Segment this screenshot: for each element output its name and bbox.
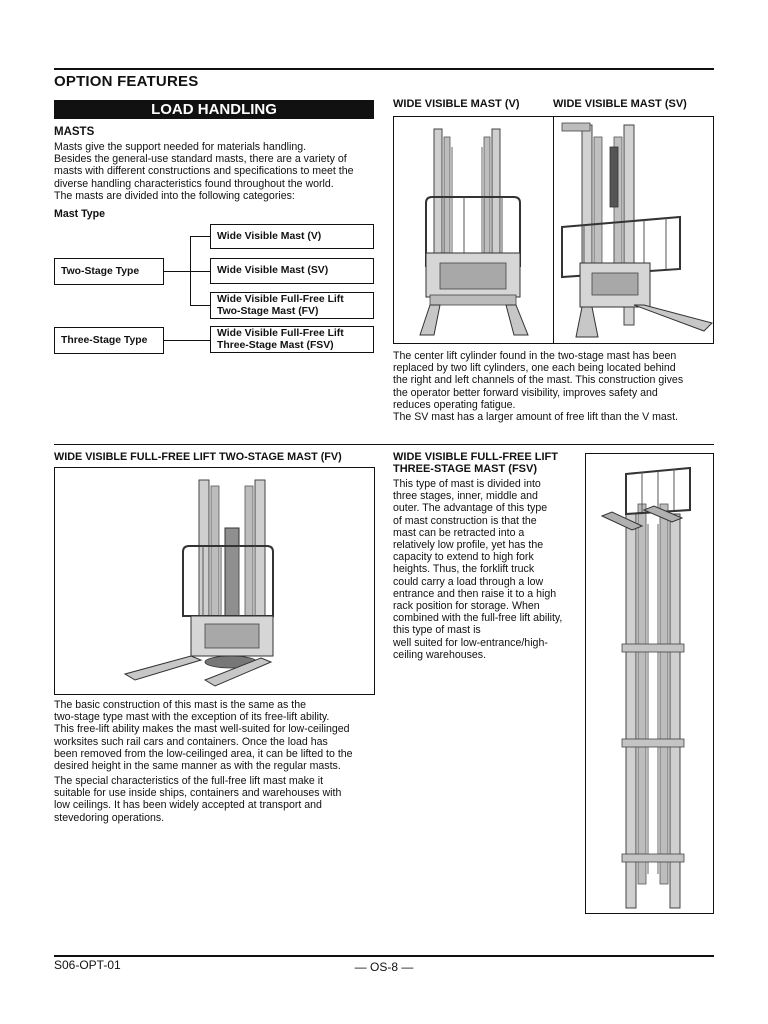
connector-v xyxy=(190,236,210,237)
top-rule xyxy=(54,68,714,70)
three-stage-type-box: Three-Stage Type xyxy=(54,327,164,354)
connector-two-stage-h xyxy=(164,271,190,272)
fv-photo-frame xyxy=(54,467,375,695)
label-wide-visible-mast-sv: WIDE VISIBLE MAST (SV) xyxy=(553,98,687,110)
fv-paragraph-2: The special characteristics of the full-free lift mast make it suitable for use inside ships, containers and warehouses with low ceilings. It has been widely accepted at transport and stevedoring operations. xyxy=(54,775,342,824)
middle-rule xyxy=(54,444,714,445)
mast-sv-box: Wide Visible Mast (SV) xyxy=(210,258,374,284)
footer-code: S06-OPT-01 xyxy=(54,958,121,972)
v-sv-photo-frame xyxy=(393,116,714,344)
fsv-mast-image xyxy=(586,454,713,913)
fsv-text: This type of mast is divided into three stages, inner, middle and outer. The advantage of this type of mast construction is that the mast can be retracted into a relatively low profile, yet has the capacity to extend to high fork heights. Thus, the forklift truck could carry a load through a low entrance and then raise it to a high rack position for storage. When combined with the full-free lift ability, this type of mast is well suited for low-entrance/high- ceiling warehouses. xyxy=(393,478,563,661)
two-stage-type-box: Two-Stage Type xyxy=(54,258,164,285)
mast-v-box: Wide Visible Mast (V) xyxy=(210,224,374,249)
fv-paragraph-1: The basic construction of this mast is the same as the two-stage type mast with the exception of its free-lift ability. This free-lift ability makes the mast well-suited for low-ceilinged worksites such rail cars and containers. Once the load has been removed from the low-ceilinged area, it can be lifted to the desired height in the same manner as with the regular masts. xyxy=(54,699,353,773)
connector-fsv xyxy=(164,340,210,341)
mast-type-label: Mast Type xyxy=(54,208,106,220)
masts-heading: MASTS xyxy=(54,126,95,138)
masts-intro: Masts give the support needed for materials handling. Besides the general-use standard masts, there are a variety of masts with different constructions and specifications to meet the diverse handling characteristics found throughout the world. The masts are divided into the following categories: xyxy=(54,141,354,202)
v-sv-caption: The center lift cylinder found in the two-stage mast has been replaced by two lift cylinders, one each being located behind the right and left channels of the mast. This construction gives the operator better forward visibility, improves safety and reduces operating fatigue. The SV mast has a larger amount of free lift than the V mast. xyxy=(393,350,684,424)
footer-page-number: — OS-8 — xyxy=(354,960,414,974)
fv-mast-image xyxy=(55,468,374,694)
connector-fv xyxy=(190,305,210,306)
mast-fsv-box: Wide Visible Full-Free Lift Three-Stage Mast (FSV) xyxy=(210,326,374,353)
connector-sv xyxy=(190,271,210,272)
v-mast-image xyxy=(394,117,552,343)
fv-heading: WIDE VISIBLE FULL-FREE LIFT TWO-STAGE MAST (FV) xyxy=(54,451,342,463)
label-wide-visible-mast-v: WIDE VISIBLE MAST (V) xyxy=(393,98,520,110)
section-title: OPTION FEATURES xyxy=(54,73,199,90)
mast-fv-box: Wide Visible Full-Free Lift Two-Stage Mast (FV) xyxy=(210,292,374,319)
fsv-heading: WIDE VISIBLE FULL-FREE LIFT THREE-STAGE MAST (FSV) xyxy=(393,451,558,475)
footer-rule xyxy=(54,955,714,957)
fsv-photo-frame xyxy=(585,453,714,914)
sv-mast-image xyxy=(554,117,714,343)
load-handling-banner: LOAD HANDLING xyxy=(54,100,374,119)
